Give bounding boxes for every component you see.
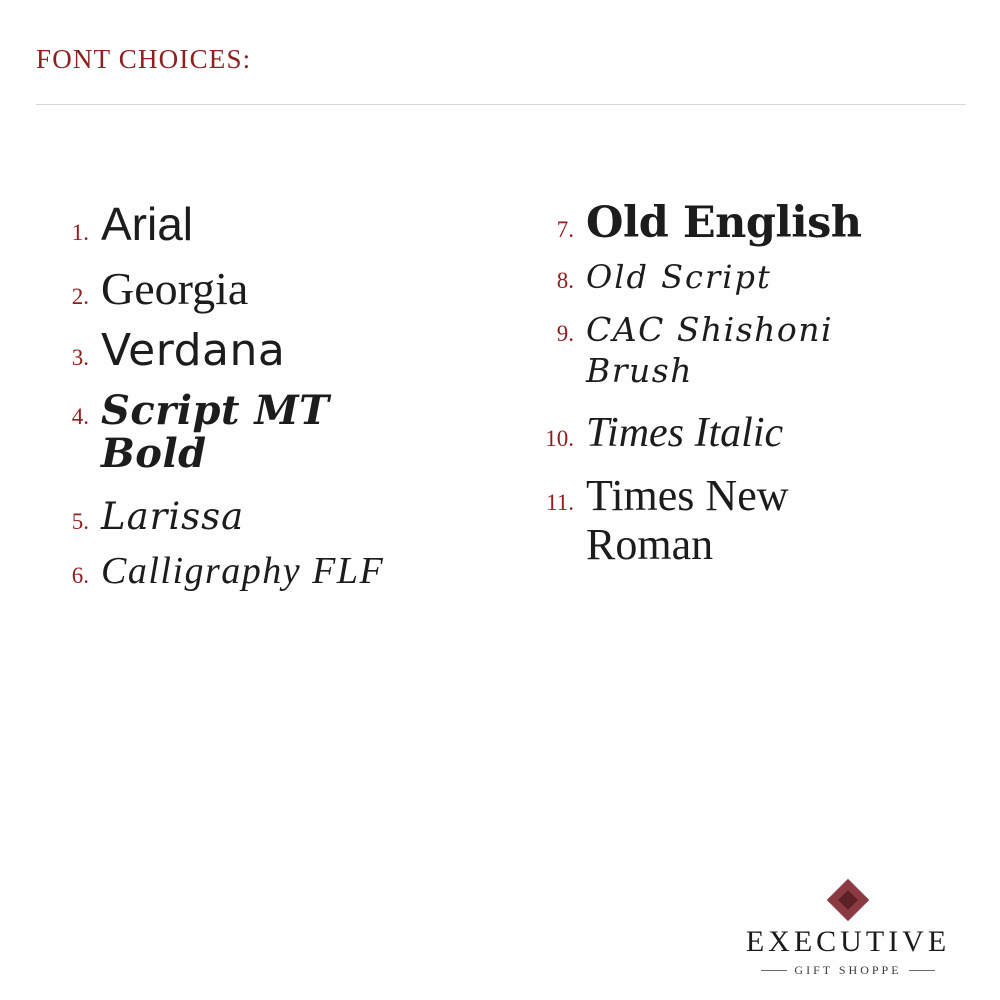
list-item-number: 6.: [71, 563, 89, 589]
list-item-label: Verdana: [101, 325, 286, 377]
logo-wordmark: EXECUTIVE: [745, 925, 951, 958]
list-item: [540, 309, 1000, 392]
font-list: [0, 200, 1000, 606]
font-list-left-column: [0, 200, 500, 606]
logo-tagline: GIFT SHOPPE: [794, 963, 902, 977]
list-item-label: Georgia: [101, 262, 249, 314]
list-item: [55, 264, 500, 314]
list-item-label: Old English: [586, 198, 862, 248]
list-item-number: 2.: [71, 283, 89, 309]
list-item: [540, 200, 1000, 246]
page-title: FONT CHOICES:: [36, 44, 252, 74]
list-item: [55, 497, 500, 537]
list-item-number: 10.: [545, 426, 574, 452]
list-item-label: Times New Roman: [586, 470, 789, 570]
logo-tagline-row: [738, 963, 958, 978]
list-item-number: 7.: [556, 217, 574, 242]
list-item-label: CAC Shishoni Brush: [586, 309, 834, 391]
header-divider: [36, 104, 966, 105]
list-item: [540, 411, 1000, 456]
list-item-label: Calligraphy FLF: [101, 550, 385, 593]
list-item: [55, 386, 500, 478]
list-item-label: Arial: [101, 198, 194, 250]
brand-logo: [738, 879, 958, 978]
tagline-rule-left: [761, 970, 787, 971]
font-list-right-column: [500, 200, 1000, 569]
list-item-number: 8.: [556, 268, 574, 294]
list-item-number: 5.: [71, 509, 89, 535]
list-item-number: 3.: [71, 345, 89, 371]
list-item-number: 9.: [556, 320, 574, 346]
header: [36, 44, 966, 75]
list-item-number: 4.: [71, 403, 89, 429]
list-item-number: 1.: [71, 220, 89, 245]
list-item: [55, 327, 500, 375]
diamond-icon: [827, 879, 869, 921]
list-item: [55, 200, 500, 250]
list-item-label: Times Italic: [586, 410, 784, 457]
list-item: [55, 551, 500, 592]
list-item-label: Script MT Bold: [101, 386, 330, 478]
tagline-rule-right: [909, 970, 935, 971]
list-item: [540, 471, 1000, 570]
list-item: [540, 260, 1000, 295]
list-item-label: Old Script: [586, 258, 772, 297]
list-item-number: 11.: [546, 489, 574, 515]
list-item-label: Larissa: [101, 495, 245, 539]
